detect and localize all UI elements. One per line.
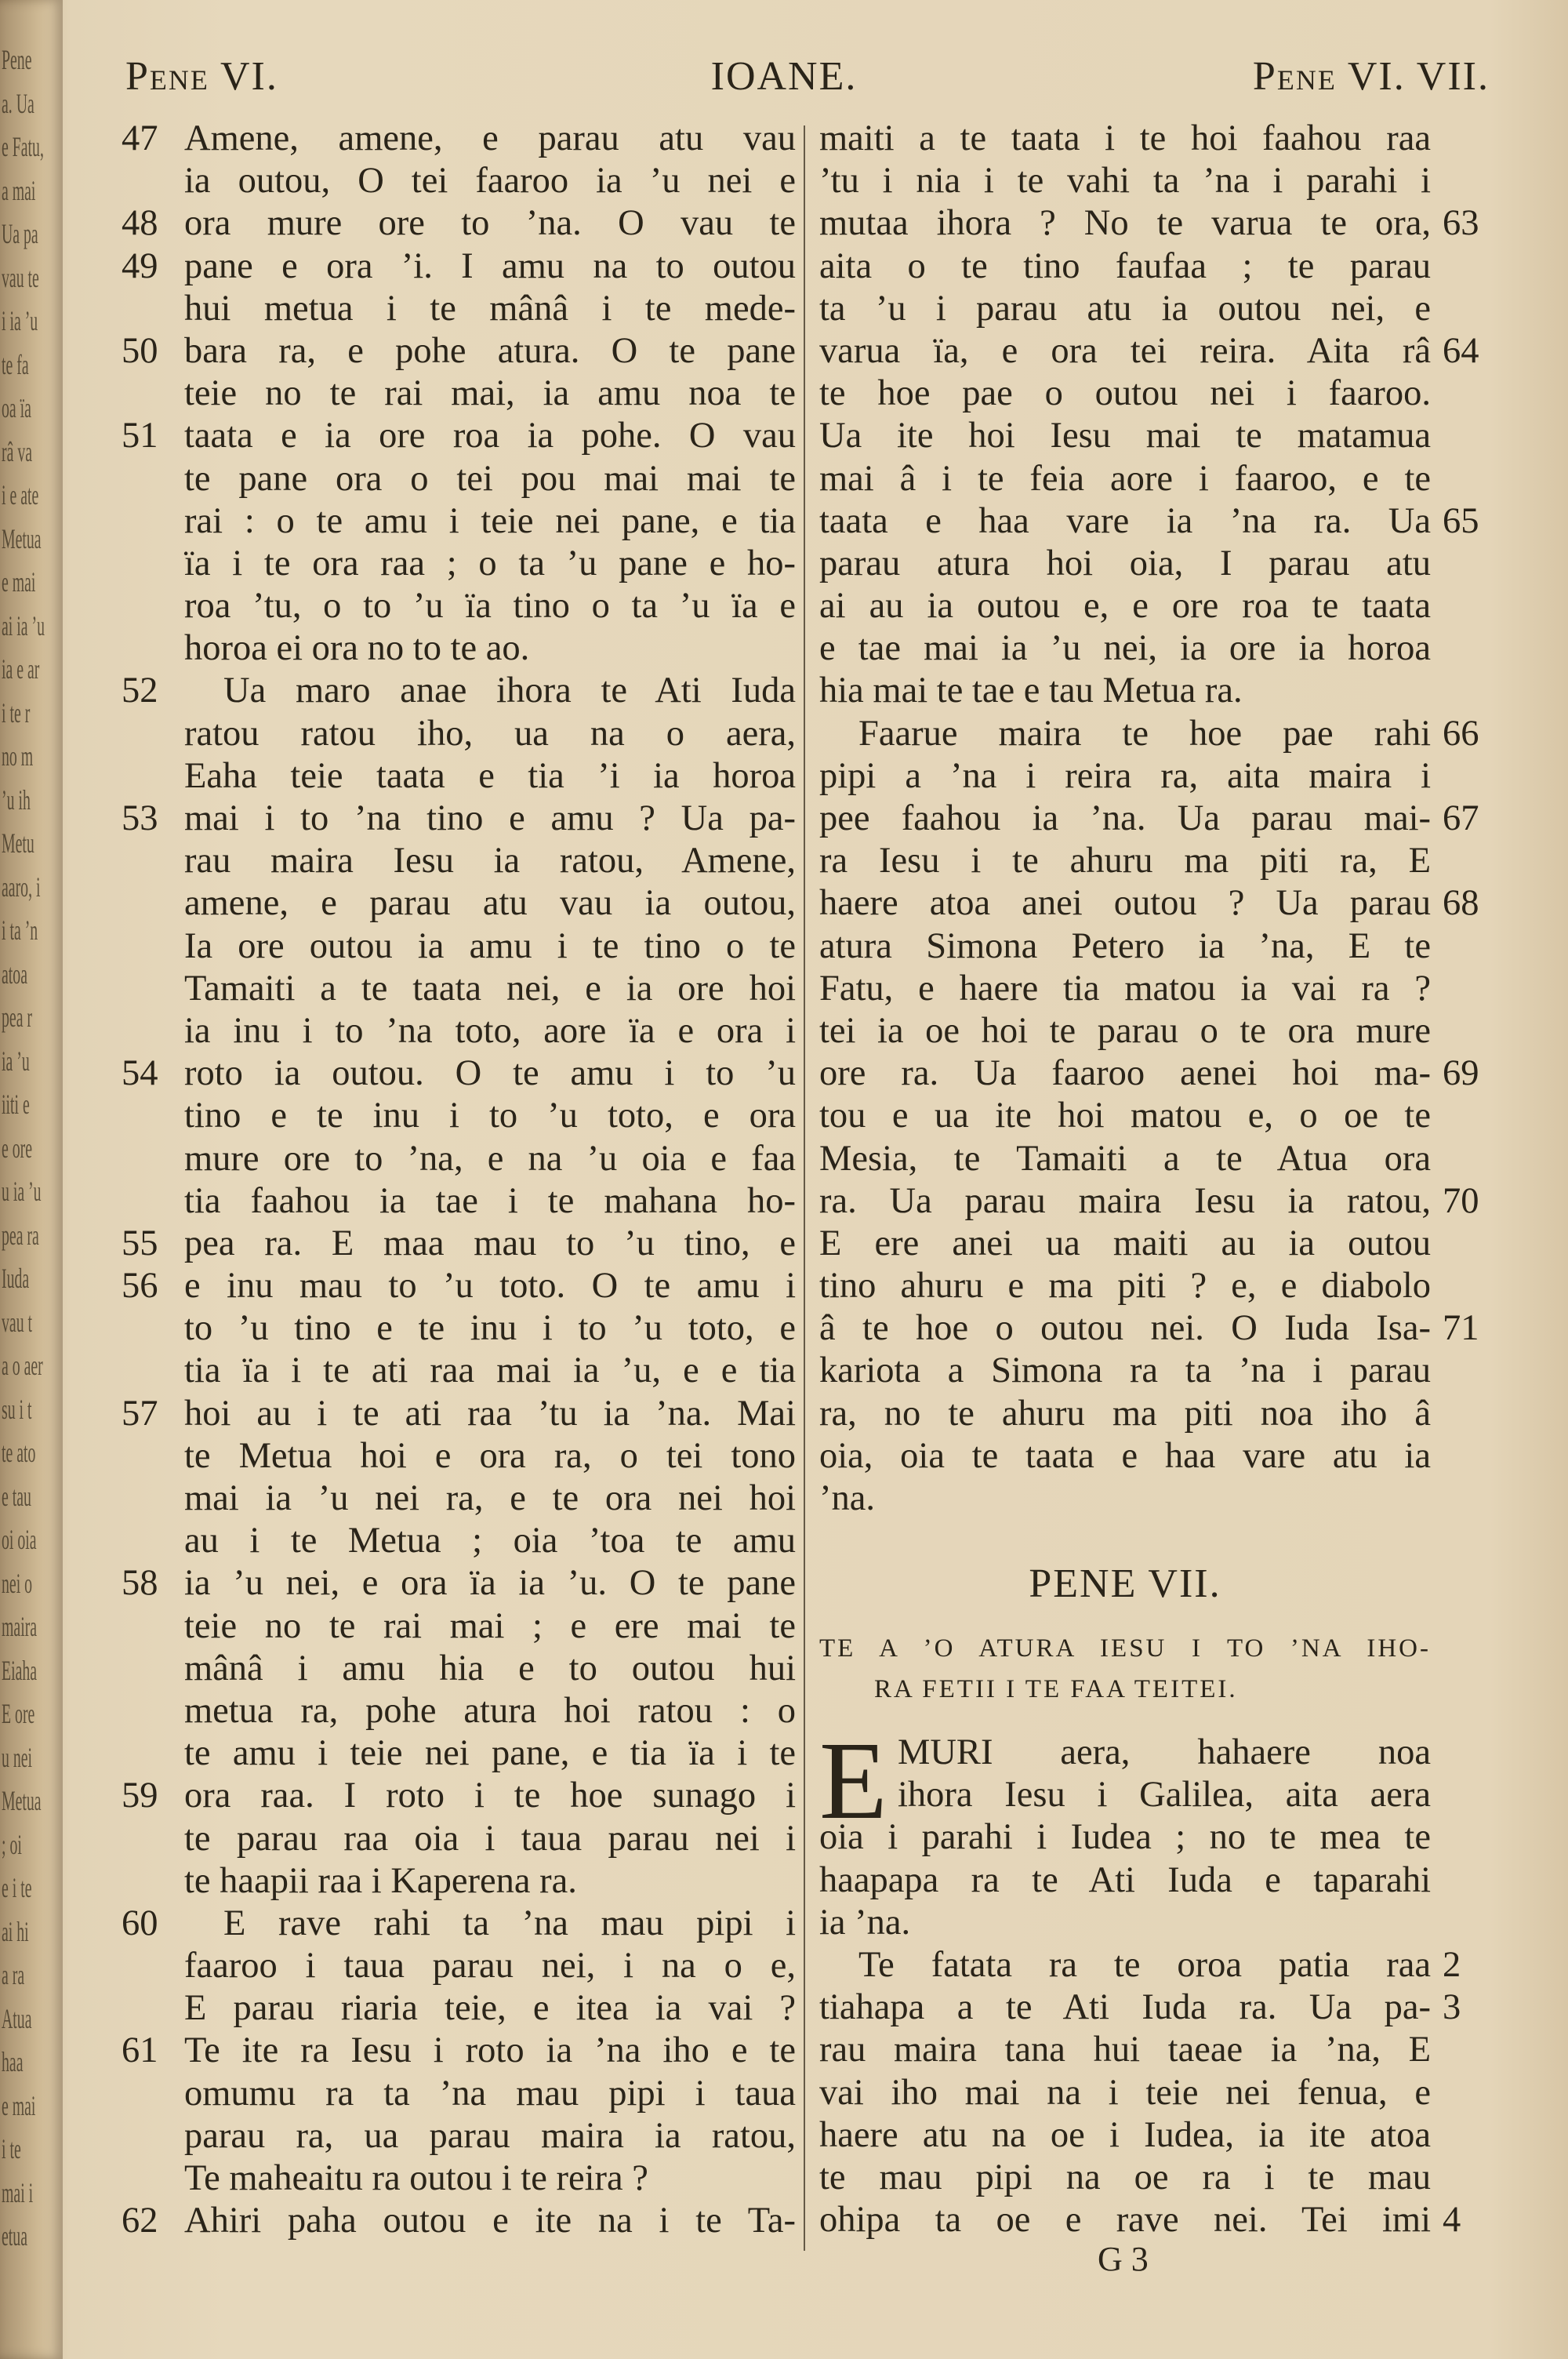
text-line (819, 1180, 1479, 1223)
previous-page-fragment: a ra (2, 1959, 25, 1990)
verse-number: 65 (1443, 500, 1479, 541)
text-line (184, 1860, 796, 1903)
verse-number: 60 (122, 1903, 158, 1943)
line-text: mure ore to ’na, e na ’u oia e faa (184, 1138, 796, 1179)
text-line (819, 882, 1479, 925)
text-line (184, 1987, 796, 2030)
line-text: kariota a Simona ra ta ’na i parau (819, 1350, 1431, 1391)
line-text: mai i to ’na tino e amu ? Ua pa- (184, 798, 796, 838)
line-text: aita o te tino faufaa ; te parau (819, 245, 1431, 286)
line-text: tei ia oe hoi te parau o te ora mure (819, 1010, 1431, 1051)
line-text: parau ra, ua parau maira ia ratou, (184, 2115, 796, 2156)
text-line (819, 1944, 1461, 1986)
line-text: oia, oia te taata e haa vare atu ia (819, 1435, 1431, 1476)
text-line (819, 1902, 1431, 1944)
previous-page-fragment: ; oi (2, 1828, 22, 1860)
line-text: ore ra. Ua faaroo aenei hoi ma- (819, 1053, 1431, 1094)
text-line (819, 1732, 1431, 1774)
previous-page-fragment: vau te (2, 261, 39, 293)
text-line (184, 543, 796, 585)
text-line (184, 1010, 796, 1052)
previous-page-fragment: te fa (2, 348, 29, 380)
verse-number: 70 (1443, 1180, 1479, 1221)
verse-number: 49 (122, 245, 158, 286)
column-divider (804, 125, 805, 2251)
text-line (122, 1265, 796, 1307)
text-line (819, 755, 1431, 798)
previous-page-fragment: i e ate (2, 479, 39, 511)
chapter-summary (819, 1628, 1431, 1710)
line-text: ratou ratou iho, ua na o aera, (184, 713, 796, 754)
text-line (819, 330, 1479, 373)
line-text: Tamaiti a te taata nei, e ia ore hoi (184, 968, 796, 1009)
previous-page-fragment: Metu (2, 827, 34, 859)
line-text: Mesia, te Tamaiti a te Atua ora (819, 1138, 1431, 1179)
text-line (184, 500, 796, 543)
line-text: tino ahuru e ma piti ? e, e diabolo (819, 1266, 1431, 1307)
previous-page-fragment: te ato (2, 1437, 36, 1468)
verse-number: 51 (122, 416, 158, 456)
line-text: ihora Iesu i Galilea, aita aera (898, 1775, 1431, 1816)
text-line (184, 1732, 796, 1775)
line-text: te haapii raa i Kaperena ra. (184, 1860, 577, 1901)
text-line (819, 1223, 1431, 1265)
verse-number: 63 (1443, 203, 1479, 244)
line-text: Te fatata ra te oroa patia raa (858, 1944, 1431, 1985)
text-line (819, 585, 1431, 627)
text-line (819, 840, 1431, 882)
line-text: taata e haa vare ia ’na ra. Ua (819, 500, 1431, 541)
text-line (122, 202, 796, 245)
text-line (819, 1010, 1431, 1052)
line-text: pane e ora ’i. I amu na to outou (184, 245, 796, 286)
previous-page-fragment: e i te (2, 1872, 32, 1903)
line-text: haapapa ra te Ati Iuda e taparahi (819, 1859, 1431, 1900)
verse-number: 53 (122, 798, 158, 838)
text-line (122, 1393, 796, 1435)
previous-page-fragment: atoa (2, 958, 27, 990)
text-line (122, 2200, 796, 2242)
line-text: varua ïa, e ora tei reira. Aita râ (819, 330, 1431, 371)
text-line (819, 1859, 1431, 1902)
verse-number: 56 (122, 1266, 158, 1307)
text-line (184, 1138, 796, 1180)
line-text: faaroo i taua parau nei, i na o e, (184, 1946, 796, 1986)
verse-number: 58 (122, 1563, 158, 1604)
text-line (819, 1393, 1431, 1435)
previous-page-fragment: ai hi (2, 1915, 29, 1947)
line-text: ra, no te ahuru ma piti noa iho â (819, 1393, 1431, 1434)
text-line (819, 627, 1431, 670)
text-line (184, 968, 796, 1010)
previous-page-fragment: Metua (2, 1785, 42, 1816)
line-text: Amene, amene, e parau atu vau (184, 118, 796, 158)
text-line (184, 1435, 796, 1478)
text-line (122, 1903, 796, 1945)
text-line (819, 245, 1431, 288)
text-line (819, 458, 1431, 500)
line-text: haere atoa anei outou ? Ua parau (819, 883, 1431, 924)
previous-page-fragment: no m (2, 740, 34, 772)
line-text: au i te Metua ; oia ’toa te amu (184, 1521, 796, 1561)
verse-number: 55 (122, 1223, 158, 1263)
text-line (819, 1095, 1431, 1137)
verse-number: 61 (122, 2030, 158, 2071)
text-line (819, 1307, 1479, 1350)
text-line (819, 2114, 1431, 2157)
text-line (819, 288, 1431, 330)
text-line (184, 840, 796, 882)
previous-page-fragment: E ore (2, 1698, 35, 1729)
text-line (819, 1052, 1479, 1095)
previous-page-fragment: mai i (2, 2176, 34, 2208)
text-line (184, 160, 796, 202)
line-text: ra. Ua parau maira Iesu ia ratou, (819, 1180, 1431, 1221)
text-line (819, 968, 1431, 1010)
text-line (819, 670, 1431, 712)
verse-number: 48 (122, 203, 158, 244)
line-text: te hoe pae o outou nei i faaroo. (819, 373, 1431, 414)
previous-page-fragment: e Fatu, (2, 131, 44, 162)
line-text: mai â i te feia aore i faaroo, e te (819, 458, 1431, 499)
line-text: Ua maro anae ihora te Ati Iuda (223, 671, 796, 711)
left-text-column (122, 118, 796, 2242)
line-text: te parau raa oia i taua parau nei i (184, 1818, 796, 1859)
previous-page-fragment: ’u ih (2, 783, 31, 816)
text-line (184, 1648, 796, 1690)
text-line (184, 585, 796, 627)
printer-signature-mark: G 3 (1098, 2240, 1149, 2278)
verse-number: 50 (122, 330, 158, 371)
verse-number: 68 (1443, 883, 1479, 924)
previous-page-fragment: haa (2, 2046, 24, 2077)
text-line (819, 1350, 1431, 1392)
line-text: horoa ei ora no to te ao. (184, 628, 530, 669)
line-text: te pane ora o tei pou mai mai te (184, 458, 796, 499)
line-text: te amu i teie nei pane, e tia ïa i te (184, 1733, 796, 1774)
previous-page-fragment: Iuda (2, 1263, 30, 1294)
chapter-seven-text (819, 1718, 1461, 2241)
text-line (184, 1520, 796, 1562)
line-text: pee faahou ia ’na. Ua parau mai- (819, 798, 1431, 838)
right-text-column (819, 118, 1479, 1520)
text-line (819, 373, 1431, 415)
verse-number: 54 (122, 1053, 158, 1094)
text-line (184, 1095, 796, 1137)
text-line (184, 1350, 796, 1392)
line-text: ïa i te ora raa ; o ta ’u pane e ho- (184, 543, 796, 583)
text-line (819, 118, 1431, 160)
line-text: â te hoe o outou nei. O Iuda Isa- (819, 1308, 1431, 1349)
text-line (184, 1945, 796, 1987)
text-line (184, 2073, 796, 2115)
previous-page-fragment: e mai (2, 566, 36, 598)
line-text: rai : o te amu i teie nei pane, e tia (184, 500, 796, 541)
previous-page-fragment: i te (2, 2133, 21, 2165)
line-text: Ua ite hoi Iesu mai te matamua (819, 416, 1431, 456)
previous-page-fragment: a. Ua (2, 87, 34, 119)
line-text: hia mai te tae e tau Metua ra. (819, 671, 1243, 711)
previous-page-fragment: Metua (2, 522, 42, 554)
line-text: rau maira tana hui taeae ia ’na, E (819, 2030, 1431, 2070)
line-text: oia i parahi i Iudea ; no te mea te (819, 1817, 1431, 1858)
line-text: rau maira Iesu ia ratou, Amene, (184, 841, 796, 881)
text-line (819, 2199, 1461, 2241)
line-text: ’na. (819, 1478, 875, 1518)
text-line (184, 2157, 796, 2200)
text-line (184, 713, 796, 755)
text-line (122, 2030, 796, 2072)
text-line (819, 2072, 1431, 2114)
previous-page-fragment: a o aer (2, 1350, 43, 1381)
line-text: ra Iesu i te ahuru ma piti ra, E (819, 841, 1431, 881)
text-line (184, 1818, 796, 1860)
line-text: E ere anei ua maiti au ia outou (819, 1223, 1431, 1263)
text-line (122, 1562, 796, 1605)
previous-page-fragment: vau t (2, 1306, 33, 1338)
verse-number: 67 (1443, 798, 1479, 838)
previous-page-fragment: u ia ’u (2, 1176, 42, 1207)
text-line (184, 627, 796, 670)
line-text: tino e te inu i to ’u toto, e ora (184, 1096, 796, 1136)
text-line (122, 798, 796, 840)
verse-number: 62 (122, 2201, 158, 2241)
text-line (184, 1690, 796, 1732)
previous-page-fragment: iiti e (2, 1089, 30, 1120)
line-text: ai au ia outou e, e ore roa te taata (819, 586, 1431, 627)
line-text: vai iho mai na i teie nei fenua, e (819, 2072, 1431, 2113)
line-text: e inu mau to ’u toto. O te amu i (184, 1266, 796, 1307)
line-text: teie no te rai mai, ia amu noa te (184, 373, 796, 414)
previous-page-fragment: ai ia ’u (2, 609, 45, 642)
line-text: te Metua hoi e ora ra, o tei tono (184, 1435, 796, 1476)
text-line (184, 1307, 796, 1350)
text-line (819, 160, 1431, 202)
verse-number: 59 (122, 1776, 158, 1816)
line-text: omumu ra ta ’na mau pipi i taua (184, 2073, 796, 2114)
text-line (122, 1223, 796, 1265)
verse-number: 47 (122, 118, 158, 158)
previous-page-fragment: etua (2, 2220, 27, 2252)
line-text: ia ’u nei, e ora ïa ia ’u. O te pane (184, 1563, 796, 1604)
running-head-left: Pene VI. (125, 54, 278, 99)
text-line (819, 202, 1479, 245)
running-head-title: IOANE. (710, 54, 858, 99)
line-text: mutaa ihora ? No te varua te ora, (819, 203, 1431, 244)
previous-page-fragment: oi oia (2, 1524, 37, 1555)
text-line (819, 1138, 1431, 1180)
line-text: hui metua i te mânâ i te mede- (184, 288, 796, 329)
line-text: metua ra, pohe atura hoi ratou : o (184, 1690, 796, 1731)
verse-number: 4 (1443, 2200, 1461, 2241)
previous-page-fragment: oa ïa (2, 392, 31, 423)
previous-page-fragment: aaro, i (2, 871, 41, 903)
line-text: ia outou, O tei faaroo ia ’u nei e (184, 161, 796, 202)
previous-page-fragment: nei o (2, 1567, 33, 1599)
previous-page-fragment: ia ’u (2, 1045, 30, 1077)
text-line (819, 2029, 1431, 2071)
text-line (122, 1775, 796, 1817)
line-text: teie no te rai mai ; e ere mai te (184, 1605, 796, 1646)
text-line (819, 500, 1479, 543)
verse-number: 64 (1443, 330, 1479, 371)
line-text: Ahiri paha outou e ite na i te Ta- (184, 2201, 796, 2241)
previous-page-fragment: e ore (2, 1132, 33, 1164)
line-text: parau atura hoi oia, I parau atu (819, 543, 1431, 583)
line-text: ta ’u i parau atu ia outou nei, e (819, 288, 1431, 329)
line-text: tia ïa i te ati raa mai ia ’u, e e tia (184, 1350, 796, 1391)
line-text: Fatu, e haere tia matou ia vai ra ? (819, 968, 1431, 1009)
line-text: taata e ia ore roa ia pohe. O vau (184, 416, 796, 456)
text-line (819, 1435, 1431, 1478)
verse-number: 66 (1443, 713, 1479, 754)
line-text: Ia ore outou ia amu i te tino o te (184, 925, 796, 966)
line-text: hoi au i te ati raa ’tu ia ’na. Mai (184, 1393, 796, 1434)
line-text: bara ra, e pohe atura. O te pane (184, 330, 796, 371)
previous-page-fragment: i te r (2, 696, 31, 729)
line-text: E parau riaria teie, e itea ia vai ? (184, 1988, 796, 2029)
text-line (184, 1478, 796, 1520)
text-line (184, 373, 796, 415)
previous-page-fragment: i ta ’n (2, 914, 38, 946)
text-line (122, 670, 796, 712)
previous-page-fragment: Atua (2, 2002, 32, 2034)
text-line (184, 458, 796, 500)
verse-number: 2 (1443, 1944, 1461, 1985)
line-text: ora raa. I roto i te hoe sunago i (184, 1776, 796, 1816)
text-line (184, 882, 796, 925)
line-text: ora mure ore to ’na. O vau te (184, 203, 796, 244)
line-text: ia inu i to ’na toto, aore ïa e ora i (184, 1010, 796, 1051)
line-text: ia ’na. (819, 1902, 911, 1943)
text-line (819, 415, 1431, 457)
line-text: pipi a ’na i reira ra, aita maira i (819, 755, 1431, 796)
line-text: MURI aera, hahaere noa (898, 1732, 1431, 1772)
previous-page-fragment: u nei (2, 1741, 33, 1773)
line-text: e tae mai ia ’u nei, ia ore ia horoa (819, 628, 1431, 669)
verse-number: 57 (122, 1393, 158, 1434)
line-text: maiti a te taata i te hoi faahou raa (819, 118, 1431, 158)
previous-page-fragment: Ua pa (2, 218, 38, 249)
text-line (819, 1478, 1431, 1520)
previous-page-fragment: i ia ’u (2, 305, 38, 336)
drop-cap: E (819, 1718, 887, 1842)
text-line (819, 543, 1431, 585)
line-text: to ’u tino e te inu i to ’u toto, e (184, 1308, 796, 1349)
line-text: Eaha teie taata e tia ’i ia horoa (184, 755, 796, 796)
line-text: roto ia outou. O te amu i to ’u (184, 1053, 796, 1094)
verse-number: 52 (122, 671, 158, 711)
text-line (122, 415, 796, 457)
running-head-right: Pene VI. VII. (1252, 54, 1490, 99)
line-text: mai ia ’u nei ra, e te ora nei hoi (184, 1478, 796, 1518)
text-line (184, 2115, 796, 2157)
previous-page-fragment: maira (2, 1611, 38, 1642)
line-text: E rave rahi ta ’na mau pipi i (223, 1903, 796, 1943)
line-text: tou e ua ite hoi matou e, o oe te (819, 1096, 1431, 1136)
line-text: Te maheaitu ra outou i te reira ? (184, 2158, 648, 2198)
line-text: mânâ i amu hia e to outou hui (184, 1648, 796, 1688)
verse-number: 3 (1443, 1987, 1461, 2028)
previous-page-fragment: Pene (2, 44, 32, 75)
text-line (184, 288, 796, 330)
summary-line: RA FETII I TE FAA TEITEI. (874, 1675, 1238, 1703)
text-line (122, 118, 796, 160)
text-line (122, 1052, 796, 1095)
text-line (819, 1986, 1461, 2029)
line-text: amene, e parau atu vau ia outou, (184, 883, 796, 924)
text-line (184, 1180, 796, 1223)
line-text: tiahapa a te Ati Iuda ra. Ua pa- (819, 1987, 1431, 2028)
text-line (819, 713, 1479, 755)
text-line (819, 925, 1431, 968)
previous-page-fragment: ia e ar (2, 653, 40, 685)
previous-page-fragment: pea r (2, 1001, 33, 1033)
verse-number: 69 (1443, 1053, 1479, 1094)
text-line (122, 330, 796, 373)
line-text: Faarue maira te hoe pae rahi (858, 713, 1431, 754)
verse-number: 71 (1443, 1308, 1479, 1349)
line-text: roa ’tu, o to ’u ïa tino o ta ’u ïa e (184, 586, 796, 627)
line-text: pea ra. E maa mau to ’u tino, e (184, 1223, 796, 1263)
text-line (122, 245, 796, 288)
line-text: ohipa ta oe e rave nei. Tei imi (819, 2200, 1431, 2241)
text-line (819, 1816, 1431, 1859)
line-text: haere atu na oe i Iudea, ia ite atoa (819, 2114, 1431, 2155)
previous-page-fragment: pea ra (2, 1219, 39, 1251)
text-line (184, 755, 796, 798)
line-text: te mau pipi na oe ra i te mau (819, 2157, 1431, 2197)
text-line (184, 925, 796, 968)
text-line (819, 1265, 1431, 1307)
line-text: atura Simona Petero ia ’na, E te (819, 925, 1431, 966)
previous-page-fragment: a mai (2, 174, 36, 206)
previous-page-fragment: Eiaha (2, 1654, 38, 1686)
previous-page-fragment: su i t (2, 1393, 32, 1425)
text-line (819, 2157, 1431, 2199)
previous-page-fragment: e tau (2, 1480, 31, 1512)
text-line (819, 1774, 1431, 1816)
summary-line: TE A ’O ATURA IESU I TO ’NA IHO- (819, 1634, 1431, 1663)
line-text: Te ite ra Iesu i roto ia ’na iho e te (184, 2030, 796, 2071)
previous-page-edge (0, 0, 63, 2359)
text-line (184, 1605, 796, 1648)
line-text: tia faahou ia tae i te mahana ho- (184, 1180, 796, 1221)
previous-page-fragment: râ va (2, 435, 33, 467)
line-text: ’tu i nia i te vahi ta ’na i parahi i (819, 161, 1431, 202)
text-line (819, 798, 1479, 840)
previous-page-fragment: e mai (2, 2089, 36, 2121)
chapter-heading: PENE VII. (1029, 1561, 1221, 1606)
